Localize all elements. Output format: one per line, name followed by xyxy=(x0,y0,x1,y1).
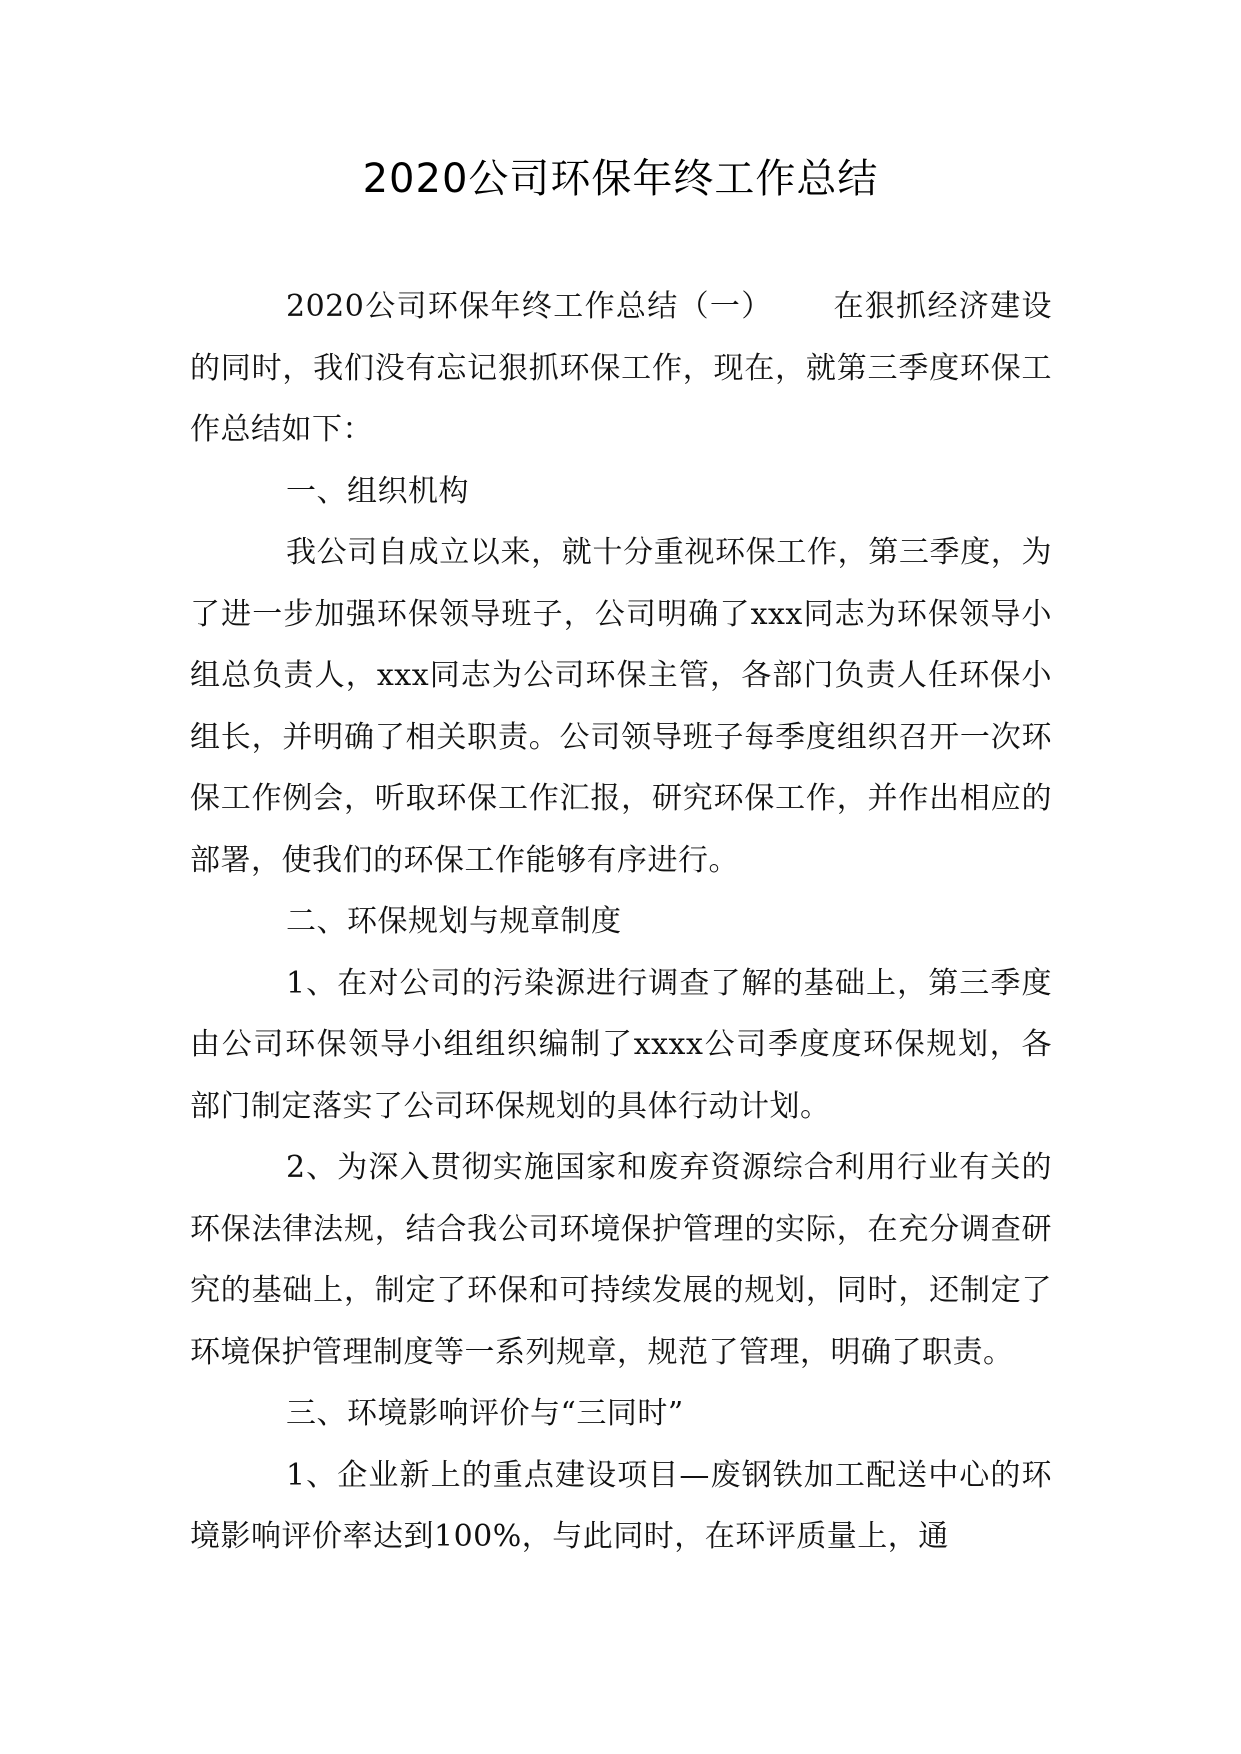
intro-paragraph xyxy=(190,276,1052,461)
section-3-heading: 三、环境影响评价与“三同时” xyxy=(286,1396,684,1431)
document-title: 2020公司环保年终工作总结 xyxy=(362,156,879,202)
intro-title: 2020公司环保年终工作总结（一） xyxy=(286,289,773,324)
intro-body: 在狠抓经济建设的同时，我们没有忘记狠抓环保工作，现在，就第三季度环保工作总结如下： xyxy=(190,289,1052,447)
section-2-paragraph-2: 2、为深入贯彻实施国家和废弃资源综合利用行业有关的环保法律法规，结合我公司环境保护管理的实际，在充分调查研究的基础上，制定了环保和可持续发展的规划，同时，还制定了环境保护管理制度等一系列规章，规范了管理，明确了职责。 xyxy=(190,1150,1052,1370)
section-1-paragraph-1: 我公司自成立以来，就十分重视环保工作，第三季度，为了进一步加强环保领导班子，公司明确了xxx同志为环保领导小组总负责人，xxx同志为公司环保主管，各部门负责人任环保小组长，并明确了相关职责。公司领导班子每季度组织召开一次环保工作例会，听取环保工作汇报，研究环保工作，并作出相应的部署，使我们的环保工作能够有序进行。 xyxy=(190,535,1052,878)
section-3-paragraph-1: 1、企业新上的重点建设项目—废钢铁加工配送中心的环境影响评价率达到100%，与此同时，在环评质量上，通 xyxy=(190,1457,1052,1554)
section-1-heading: 一、组织机构 xyxy=(286,473,469,509)
document-body xyxy=(190,276,1052,1568)
section-2-paragraph-1: 1、在对公司的污染源进行调查了解的基础上，第三季度由公司环保领导小组组织编制了xxxx公司季度度环保规划，各部门制定落实了公司环保规划的具体行动计划。 xyxy=(190,965,1052,1124)
section-2-heading: 二、环保规划与规章制度 xyxy=(286,904,622,939)
